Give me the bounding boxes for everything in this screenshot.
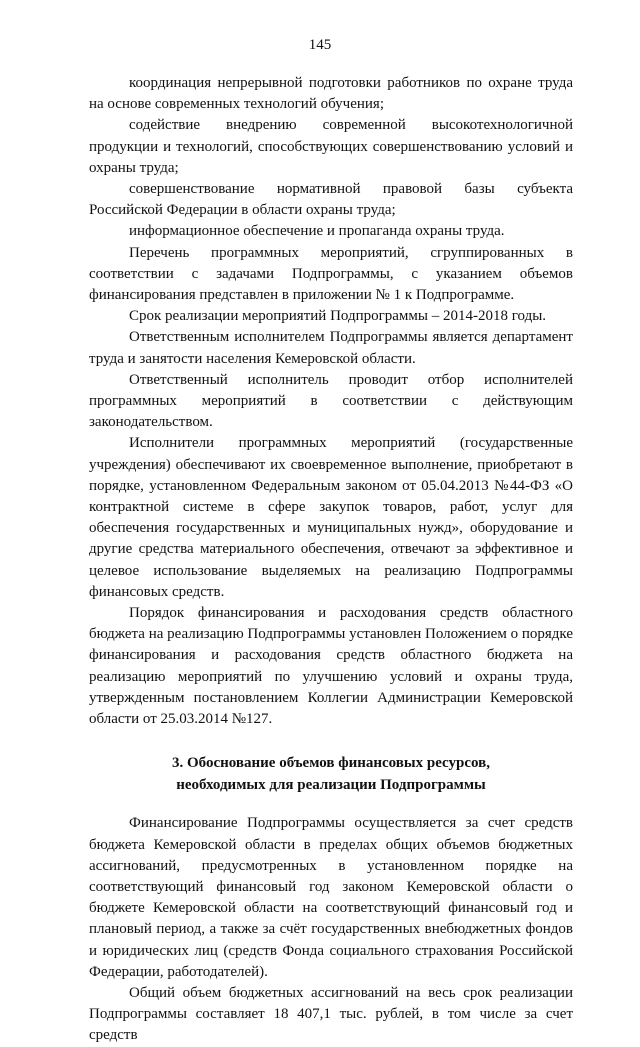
section-heading bbox=[89, 752, 573, 796]
paragraph: Ответственный исполнитель проводит отбор исполнителей программных мероприятий в соответствии с действующим законодательством. bbox=[89, 371, 573, 431]
paragraph: Срок реализации мероприятий Подпрограммы – 2014-2018 годы. bbox=[129, 308, 547, 325]
paragraph: информационное обеспечение и пропаганда охраны труда. bbox=[129, 223, 505, 240]
paragraph: содействие внедрению современной высокотехнологичной продукции и технологий, способствующих совершенствованию условий и охраны труда; bbox=[89, 117, 573, 176]
section-heading-line: необходимых для реализации Подпрограммы bbox=[176, 777, 486, 794]
paragraph: Перечень программных мероприятий, сгруппированных в соответствии с задачами Подпрограммы, с указанием объемов финансирования представлен в приложении № 1 к Подпрограмме. bbox=[89, 244, 573, 304]
paragraph: Исполнители программных мероприятий (государственные учреждения) обеспечивают их своевременное выполнение, приобретают в порядке, установленном Федеральным законом от 05.04.2013 №44-ФЗ «О контрактной системе в сфере закупок товаров, работ, услуг для обеспечения государственных и муниципальных нужд», оборудование и другие средства материального обеспечения, отвечают за эффективное и целевое использование выделяемых на реализацию Подпрограммы финансовых средств. bbox=[89, 435, 573, 600]
paragraph: Финансирование Подпрограммы осуществляется за счет средств бюджета Кемеровской области в пределах общих объемов бюджетных ассигнований, предусмотренных в установленном порядке на соответствующий финансовый год законом Кемеровской области о бюджете Кемеровской области на соответствующий финансовый год и плановый период, а также за счёт государственных внебюджетных фондов и юридических лиц (средств Фонда социального страхования Российской Федерации, работодателей). bbox=[89, 815, 573, 980]
paragraph: Порядок финансирования и расходования средств областного бюджета на реализацию Подпрограммы установлен Положением о порядке финансирования и расходования средств областного бюджета на реализацию мероприятий по улучшению условий и охраны труда, утвержденным постановлением Коллегии Администрации Кемеровской области от 25.03.2014 №127. bbox=[89, 605, 573, 728]
paragraph: совершенствование нормативной правовой базы субъекта Российской Федерации в области охраны труда; bbox=[89, 181, 573, 219]
paragraph: Ответственным исполнителем Подпрограммы является департамент труда и занятости населения Кемеровской области. bbox=[89, 329, 573, 367]
section-heading-line: 3. Обоснование объемов финансовых ресурсов, bbox=[172, 755, 490, 772]
paragraph: Общий объем бюджетных ассигнований на весь срок реализации Подпрограммы составляет 18 407,1 тыс. рублей, в том числе за счет средств bbox=[89, 984, 573, 1044]
page-number: 145 bbox=[308, 37, 332, 53]
document-body bbox=[89, 73, 573, 1047]
paragraph: координация непрерывной подготовки работников по охране труда на основе современных технологий обучения; bbox=[89, 75, 573, 113]
